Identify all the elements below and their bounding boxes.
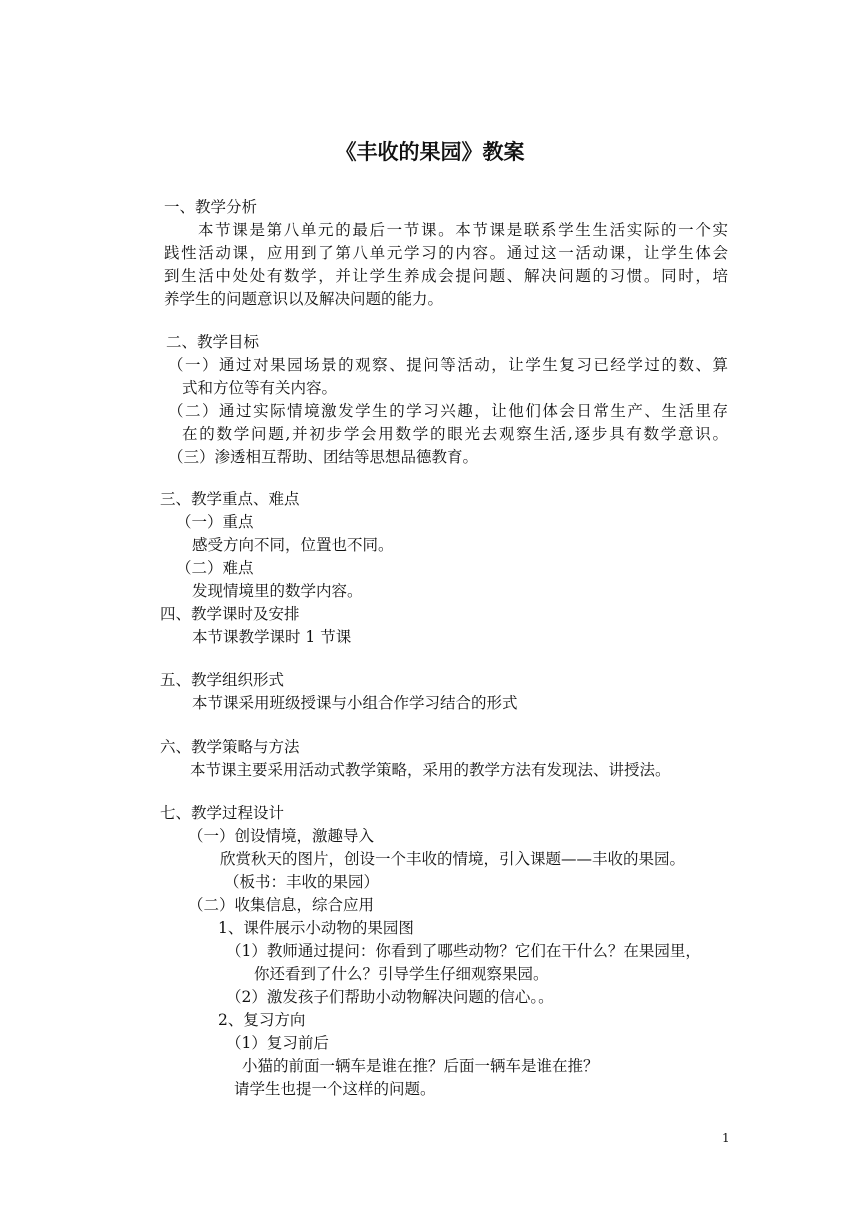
paragraph-line: 感受方向不同，位置也不同。 [192,536,394,554]
paragraph-line: 到生活中处处有数学，并让学生养成会提问题、解决问题的习惯。同时，培 [164,267,728,285]
subheading: （二）收集信息，综合应用 [188,896,375,914]
paragraph-line: 欣赏秋天的图片，创设一个丰收的情境，引入课题——丰收的果园。 [220,850,686,868]
subheading: （一）重点 [176,513,254,531]
paragraph-line: （板书：丰收的果园） [224,873,380,891]
list-item: （二）通过实际情境激发学生的学习兴趣，让他们体会日常生产、生活里存 [168,402,728,420]
list-item: （一）通过对果园场景的观察、提问等活动，让学生复习已经学过的数、算 [168,356,728,374]
paragraph-line: 践性活动课，应用到了第八单元学习的内容。通过这一活动课，让学生体会 [164,244,728,262]
list-item: （1）复习前后 [226,1034,329,1052]
subheading: （一）创设情境，激趣导入 [188,827,375,845]
paragraph-line: 本节课是第八单元的最后一节课。本节课是联系学生生活实际的一个实 [198,221,728,239]
section-heading-4: 四、教学课时及安排 [160,605,300,623]
section-heading-5: 五、教学组织形式 [160,671,285,689]
list-item: （1）教师通过提问：你看到了哪些动物？它们在干什么？在果园里， [226,942,701,960]
list-item: （2）激发孩子们帮助小动物解决问题的信心。。 [226,988,554,1006]
list-item: 1、课件展示小动物的果园图 [218,919,414,937]
document-title: 《丰收的果园》教案 [335,140,525,164]
section-heading-7: 七、教学过程设计 [160,804,285,822]
list-item-continuation: 式和方位等有关内容。 [182,379,338,397]
paragraph-line: 本节课主要采用活动式教学策略，采用的教学方法有发现法、讲授法。 [190,761,671,779]
paragraph-line: 小猫的前面一辆车是谁在推？后面一辆车是谁在推？ [242,1057,599,1075]
paragraph-line: 发现情境里的数学内容。 [192,582,363,600]
list-item: （三）渗透相互帮助、团结等思想品德教育。 [168,448,479,466]
section-heading-3: 三、教学重点、难点 [160,490,300,508]
section-heading-1: 一、教学分析 [164,198,258,216]
list-item: 2、复习方向 [218,1011,306,1029]
paragraph-line: 养学生的问题意识以及解决问题的能力。 [164,290,444,308]
paragraph-line: 请学生也提一个这样的问题。 [234,1080,436,1098]
list-item-continuation: 在的数学问题,并初步学会用数学的眼光去观察生活,逐步具有数学意识。 [182,425,728,443]
paragraph-line: 本节课教学课时 1 节课 [192,628,352,646]
paragraph-line: 本节课采用班级授课与小组合作学习结合的形式 [192,694,518,712]
section-heading-6: 六、教学策略与方法 [160,738,300,756]
page-number: 1 [722,1131,730,1145]
subheading: （二）难点 [176,559,254,577]
section-heading-2: 二、教学目标 [166,333,260,351]
list-item-continuation: 你还看到了什么？引导学生仔细观察果园。 [254,965,549,983]
